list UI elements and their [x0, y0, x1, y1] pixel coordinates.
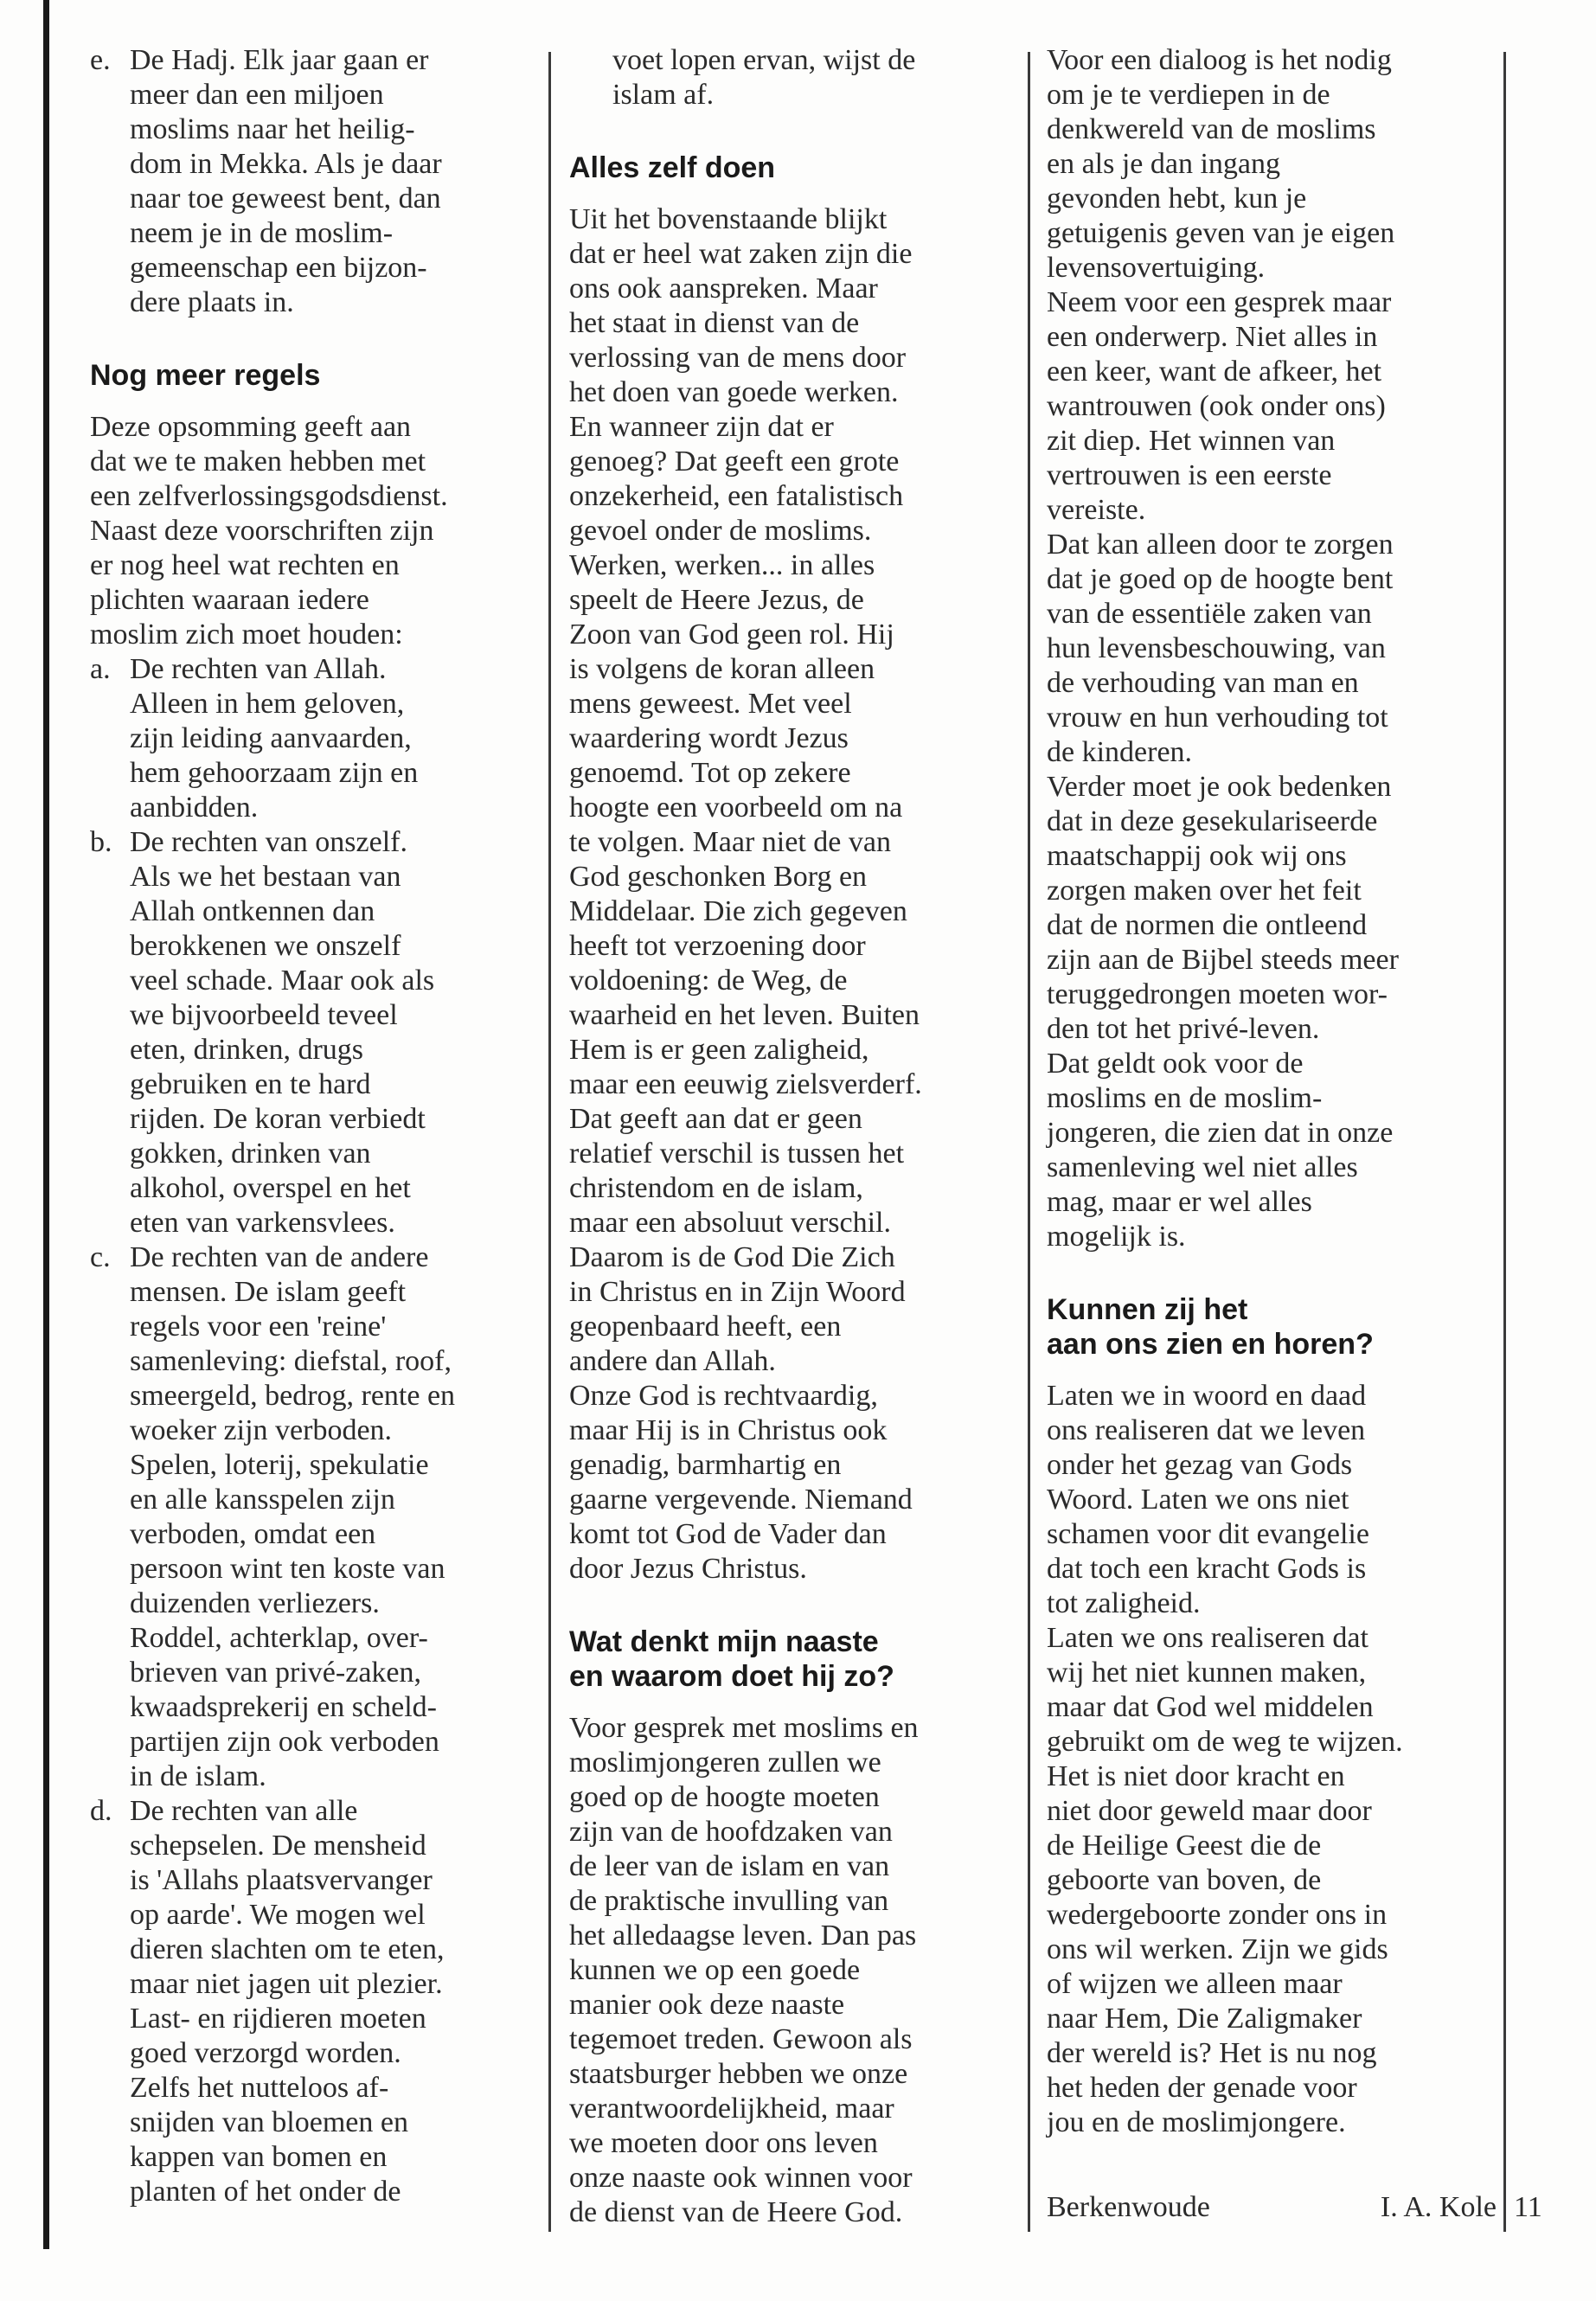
- list-marker: d.: [90, 1795, 112, 1827]
- text-line: genoemd. Tot op zekere: [569, 757, 851, 789]
- text-line: moslims naar het heilig-: [130, 113, 415, 145]
- text-line: onder het gezag van Gods: [1047, 1449, 1353, 1481]
- text-line: Voor een dialoog is het nodig: [1047, 44, 1392, 76]
- text-line: hem gehoorzaam zijn en: [130, 757, 419, 789]
- text-line: Zoon van God geen rol. Hij: [569, 619, 894, 651]
- list-marker: e.: [90, 44, 111, 76]
- text-line: der wereld is? Het is nu nog: [1047, 2037, 1377, 2069]
- text-line: Dat kan alleen door te zorgen: [1047, 529, 1394, 561]
- text-line: mag, maar er wel alles: [1047, 1186, 1312, 1218]
- text-line: komt tot God de Vader dan: [569, 1518, 887, 1550]
- list-item-c: [90, 1240, 540, 1794]
- paragraph: [569, 202, 1019, 1586]
- text-line: gebruikt om de weg te wijzen.: [1047, 1726, 1403, 1758]
- section-heading: Nog meer regels: [90, 359, 321, 392]
- text-line: onzekerheid, een fatalistisch: [569, 480, 904, 512]
- text-line: vertrouwen is een eerste: [1047, 459, 1332, 491]
- text-line: en als je dan ingang: [1047, 148, 1281, 180]
- text-line: kappen van bomen en: [130, 2141, 388, 2173]
- text-line: Voor gesprek met moslims en: [569, 1712, 919, 1744]
- text-line: dat er heel wat zaken zijn die: [569, 238, 913, 270]
- text-line: mogelijk is.: [1047, 1221, 1186, 1253]
- text-line: ons wil werken. Zijn we gids: [1047, 1933, 1388, 1965]
- text-line: naar Hem, Die Zaligmaker: [1047, 2003, 1362, 2035]
- text-line: we bijvoorbeeld teveel: [130, 999, 398, 1031]
- continued-text: [569, 43, 1019, 112]
- text-line: maar een absoluut verschil.: [569, 1207, 891, 1239]
- text-line: Neem voor een gesprek maar: [1047, 286, 1392, 318]
- text-line: hoogte een voorbeeld om na: [569, 792, 903, 824]
- text-line: zijn van de hoofdzaken van: [569, 1816, 893, 1848]
- text-line: geboorte van boven, de: [1047, 1864, 1322, 1896]
- text-line: andere dan Allah.: [569, 1345, 776, 1377]
- list-item-body: [130, 1240, 540, 1794]
- text-line: vereiste.: [1047, 494, 1146, 526]
- text-line: goed verzorgd worden.: [130, 2037, 401, 2069]
- text-line: gebruiken en te hard: [130, 1068, 371, 1100]
- text-line: jongeren, die zien dat in onze: [1047, 1117, 1394, 1149]
- text-line: Werken, werken... in alles: [569, 549, 875, 581]
- text-line: in de islam.: [130, 1760, 266, 1792]
- text-line: kunnen we op een goede: [569, 1954, 861, 1986]
- text-line: relatief verschil is tussen het: [569, 1138, 905, 1170]
- text-line: het alledaagse leven. Dan pas: [569, 1920, 917, 1952]
- text-line: neem je in de moslim-: [130, 217, 394, 249]
- text-line: moslimjongeren zullen we: [569, 1747, 881, 1779]
- text-line: speelt de Heere Jezus, de: [569, 584, 864, 616]
- text-line: kwaadsprekerij en scheld-: [130, 1691, 437, 1723]
- text-line: den tot het privé-leven.: [1047, 1013, 1320, 1045]
- text-line: alkohol, overspel en het: [130, 1172, 411, 1204]
- text-line: planten of het onder de: [130, 2176, 401, 2208]
- text-line: De rechten van Allah.: [130, 653, 387, 685]
- text-line: gevoel onder de moslims.: [569, 515, 872, 547]
- text-line: woeker zijn verboden.: [130, 1414, 393, 1446]
- text-line: brieven van privé-zaken,: [130, 1657, 421, 1689]
- article-footer: [1047, 2190, 1497, 2225]
- text-line: dom in Mekka. Als je daar: [130, 148, 442, 180]
- text-line: ons ook aanspreken. Maar: [569, 272, 878, 304]
- text-line: ons realiseren dat we leven: [1047, 1414, 1366, 1446]
- text-line: Woord. Laten we ons niet: [1047, 1484, 1349, 1516]
- text-line: getuigenis geven van je eigen: [1047, 217, 1395, 249]
- text-line: het staat in dienst van de: [569, 307, 860, 339]
- text-line: heeft tot verzoening door: [569, 930, 866, 962]
- text-line: de Heilige Geest die de: [1047, 1830, 1322, 1862]
- text-line: schamen voor dit evangelie: [1047, 1518, 1369, 1550]
- text-line: aanbidden.: [130, 792, 259, 824]
- paragraph: [90, 410, 540, 652]
- list-marker: b.: [90, 826, 112, 858]
- heading-line: Kunnen zij het: [1047, 1293, 1248, 1326]
- text-line: de leer van de islam en van: [569, 1850, 890, 1882]
- text-line: het doen van goede werken.: [569, 376, 899, 408]
- text-line: snijden van bloemen en: [130, 2106, 408, 2138]
- text-line: maar Hij is in Christus ook: [569, 1414, 888, 1446]
- text-line: samenleving wel niet alles: [1047, 1151, 1358, 1183]
- text-line: voet lopen ervan, wijst de: [612, 44, 916, 76]
- text-line: genoeg? Dat geeft een grote: [569, 445, 900, 478]
- text-line: Spelen, loterij, spekulatie: [130, 1449, 429, 1481]
- text-line: God geschonken Borg en: [569, 861, 868, 893]
- text-line: Zelfs het nutteloos af-: [130, 2072, 389, 2104]
- text-line: berokkenen we onszelf: [130, 930, 401, 962]
- text-line: de verhouding van man en: [1047, 667, 1359, 699]
- list-item-e: [90, 43, 540, 320]
- text-line: Uit het bovenstaande blijkt: [569, 203, 888, 235]
- text-line: onze naaste ook winnen voor: [569, 2162, 913, 2194]
- page-number: 11: [1514, 2191, 1542, 2223]
- list-marker: a.: [90, 653, 111, 685]
- text-line: islam af.: [612, 79, 715, 111]
- text-line: vrouw en hun verhouding tot: [1047, 702, 1388, 734]
- section-heading: [1047, 1292, 1497, 1362]
- list-item-d: [90, 1794, 540, 2209]
- list-item-body: [130, 43, 540, 320]
- heading-line: en waarom doet hij zo?: [569, 1660, 894, 1693]
- text-line: is 'Allahs plaatsvervanger: [130, 1864, 433, 1896]
- column-divider: [548, 52, 551, 2232]
- text-line: mens geweest. Met veel: [569, 688, 852, 720]
- text-line: om je te verdiepen in de: [1047, 79, 1330, 111]
- text-line: op aarde'. We mogen wel: [130, 1899, 426, 1931]
- text-line: gokken, drinken van: [130, 1138, 371, 1170]
- text-line: schepselen. De mensheid: [130, 1830, 426, 1862]
- text-line: samenleving: diefstal, roof,: [130, 1345, 452, 1377]
- text-line: denkwereld van de moslims: [1047, 113, 1376, 145]
- text-line: dere plaats in.: [130, 286, 294, 318]
- author-name: I. A. Kole: [1380, 2191, 1497, 2223]
- text-line: dat de normen die ontleend: [1047, 909, 1368, 941]
- text-line: Last- en rijdieren moeten: [130, 2003, 426, 2035]
- text-line: manier ook deze naaste: [569, 1989, 845, 2021]
- text-line: gevonden hebt, kun je: [1047, 183, 1307, 215]
- text-line: wedergeboorte zonder ons in: [1047, 1899, 1388, 1931]
- text-line: Deze opsomming geeft aan: [90, 411, 412, 443]
- text-line: verboden, omdat een: [130, 1518, 376, 1550]
- heading-line: aan ons zien en horen?: [1047, 1328, 1374, 1361]
- column-divider: [1028, 52, 1030, 2232]
- text-line: eten van varkensvlees.: [130, 1207, 395, 1239]
- list-item-body: [130, 1794, 540, 2209]
- text-line: regels voor een 'reine': [130, 1311, 387, 1343]
- text-line: veel schade. Maar ook als: [130, 965, 435, 997]
- text-line: maar een eeuwig zielsverderf.: [569, 1068, 922, 1100]
- section-heading: Alles zelf doen: [569, 151, 776, 184]
- text-line: Naast deze voorschriften zijn: [90, 515, 434, 547]
- section-heading: [569, 1625, 1019, 1694]
- paragraph: [1047, 1379, 1497, 2140]
- text-line: van de essentiële zaken van: [1047, 598, 1372, 630]
- text-line: dat we te maken hebben met: [90, 445, 426, 478]
- text-line: is volgens de koran alleen: [569, 653, 875, 685]
- text-line: jou en de moslimjongere.: [1047, 2106, 1346, 2138]
- text-line: geopenbaard heeft, een: [569, 1311, 842, 1343]
- text-line: Dat geeft aan dat er geen: [569, 1103, 862, 1135]
- text-line: Verder moet je ook bedenken: [1047, 771, 1392, 803]
- text-line: Allah ontkennen dan: [130, 895, 375, 927]
- author-place: Berkenwoude: [1047, 2191, 1210, 2223]
- column-2: [569, 43, 1019, 2230]
- text-line: Roddel, achterklap, over-: [130, 1622, 428, 1654]
- text-line: voldoening: de Weg, de: [569, 965, 848, 997]
- text-line: mensen. De islam geeft: [130, 1276, 407, 1308]
- text-line: dat je goed op de hoogte bent: [1047, 563, 1394, 595]
- text-line: persoon wint ten koste van: [130, 1553, 445, 1585]
- text-line: een onderwerp. Niet alles in: [1047, 321, 1378, 353]
- text-line: christendom en de islam,: [569, 1172, 863, 1204]
- text-line: gemeenschap een bijzon-: [130, 252, 427, 284]
- text-line: plichten waaraan iedere: [90, 584, 369, 616]
- text-line: Laten we in woord en daad: [1047, 1380, 1367, 1412]
- list-item-body: [130, 652, 540, 825]
- text-line: verantwoordelijkheid, maar: [569, 2093, 894, 2125]
- text-line: de kinderen.: [1047, 736, 1193, 768]
- text-line: hun levensbeschouwing, van: [1047, 632, 1386, 664]
- text-line: maar niet jagen uit plezier.: [130, 1968, 443, 2000]
- text-line: in Christus en in Zijn Woord: [569, 1276, 906, 1308]
- text-line: moslim zich moet houden:: [90, 619, 403, 651]
- column-divider: [1503, 52, 1506, 2232]
- text-line: we moeten door ons leven: [569, 2127, 878, 2159]
- text-line: genadig, barmhartig en: [569, 1449, 842, 1481]
- text-line: Hem is er geen zaligheid,: [569, 1034, 869, 1066]
- text-line: Als we het bestaan van: [130, 861, 401, 893]
- text-line: dieren slachten om te eten,: [130, 1933, 445, 1965]
- text-line: naar toe geweest bent, dan: [130, 183, 441, 215]
- paragraph: [1047, 43, 1497, 1254]
- text-line: De Hadj. Elk jaar gaan er: [130, 44, 429, 76]
- list-item-a: [90, 652, 540, 825]
- column-1: [90, 43, 540, 2209]
- text-line: de dienst van de Heere God.: [569, 2196, 903, 2228]
- text-line: De rechten van onszelf.: [130, 826, 407, 858]
- text-line: smeergeld, bedrog, rente en: [130, 1380, 456, 1412]
- text-line: En wanneer zijn dat er: [569, 411, 834, 443]
- text-line: duizenden verliezers.: [130, 1587, 380, 1619]
- text-line: dat toch een kracht Gods is: [1047, 1553, 1367, 1585]
- text-line: zijn aan de Bijbel steeds meer: [1047, 944, 1399, 976]
- text-line: Onze God is rechtvaardig,: [569, 1380, 878, 1412]
- text-line: goed op de hoogte moeten: [569, 1781, 880, 1813]
- text-line: er nog heel wat rechten en: [90, 549, 400, 581]
- text-line: De rechten van alle: [130, 1795, 358, 1827]
- text-line: meer dan een miljoen: [130, 79, 384, 111]
- text-line: een zelfverlossingsgodsdienst.: [90, 480, 448, 512]
- list-item-b: [90, 825, 540, 1240]
- text-line: de praktische invulling van: [569, 1885, 889, 1917]
- text-line: dat in deze gesekulariseerde: [1047, 805, 1378, 837]
- text-line: Middelaar. Die zich gegeven: [569, 895, 907, 927]
- text-line: en alle kansspelen zijn: [130, 1484, 395, 1516]
- text-line: Alleen in hem geloven,: [130, 688, 405, 720]
- page-edge-rule: [43, 0, 49, 2249]
- text-line: Laten we ons realiseren dat: [1047, 1622, 1368, 1654]
- text-line: of wijzen we alleen maar: [1047, 1968, 1343, 2000]
- heading-line: Wat denkt mijn naaste: [569, 1625, 879, 1658]
- text-line: zit diep. Het winnen van: [1047, 425, 1336, 457]
- text-line: Dat geldt ook voor de: [1047, 1048, 1304, 1080]
- text-line: zorgen maken over het feit: [1047, 875, 1362, 907]
- list-item-body: [130, 825, 540, 1240]
- text-line: een keer, want de afkeer, het: [1047, 356, 1382, 388]
- text-line: Het is niet door kracht en: [1047, 1760, 1345, 1792]
- paragraph: [569, 1711, 1019, 2230]
- text-line: rijden. De koran verbiedt: [130, 1103, 426, 1135]
- text-line: levensovertuiging.: [1047, 252, 1266, 284]
- text-line: staatsburger hebben we onze: [569, 2058, 908, 2090]
- text-line: waardering wordt Jezus: [569, 722, 849, 754]
- text-line: eten, drinken, drugs: [130, 1034, 364, 1066]
- text-line: Daarom is de God Die Zich: [569, 1241, 895, 1273]
- text-line: niet door geweld maar door: [1047, 1795, 1372, 1827]
- column-3: [1047, 43, 1497, 2140]
- text-line: door Jezus Christus.: [569, 1553, 807, 1585]
- text-line: moslims en de moslim-: [1047, 1082, 1323, 1114]
- text-line: zijn leiding aanvaarden,: [130, 722, 412, 754]
- text-line: maar dat God wel middelen: [1047, 1691, 1374, 1723]
- text-line: wantrouwen (ook onder ons): [1047, 390, 1386, 422]
- text-line: gaarne vergevende. Niemand: [569, 1484, 913, 1516]
- text-line: verlossing van de mens door: [569, 342, 907, 374]
- text-line: waarheid en het leven. Buiten: [569, 999, 920, 1031]
- text-line: het heden der genade voor: [1047, 2072, 1357, 2104]
- text-line: tot zaligheid.: [1047, 1587, 1201, 1619]
- text-line: partijen zijn ook verboden: [130, 1726, 439, 1758]
- text-line: wij het niet kunnen maken,: [1047, 1657, 1367, 1689]
- text-line: tegemoet treden. Gewoon als: [569, 2023, 913, 2055]
- list-marker: c.: [90, 1241, 111, 1273]
- text-line: maatschappij ook wij ons: [1047, 840, 1347, 872]
- text-line: teruggedrongen moeten wor-: [1047, 978, 1388, 1010]
- text-line: te volgen. Maar niet de van: [569, 826, 891, 858]
- text-line: De rechten van de andere: [130, 1241, 429, 1273]
